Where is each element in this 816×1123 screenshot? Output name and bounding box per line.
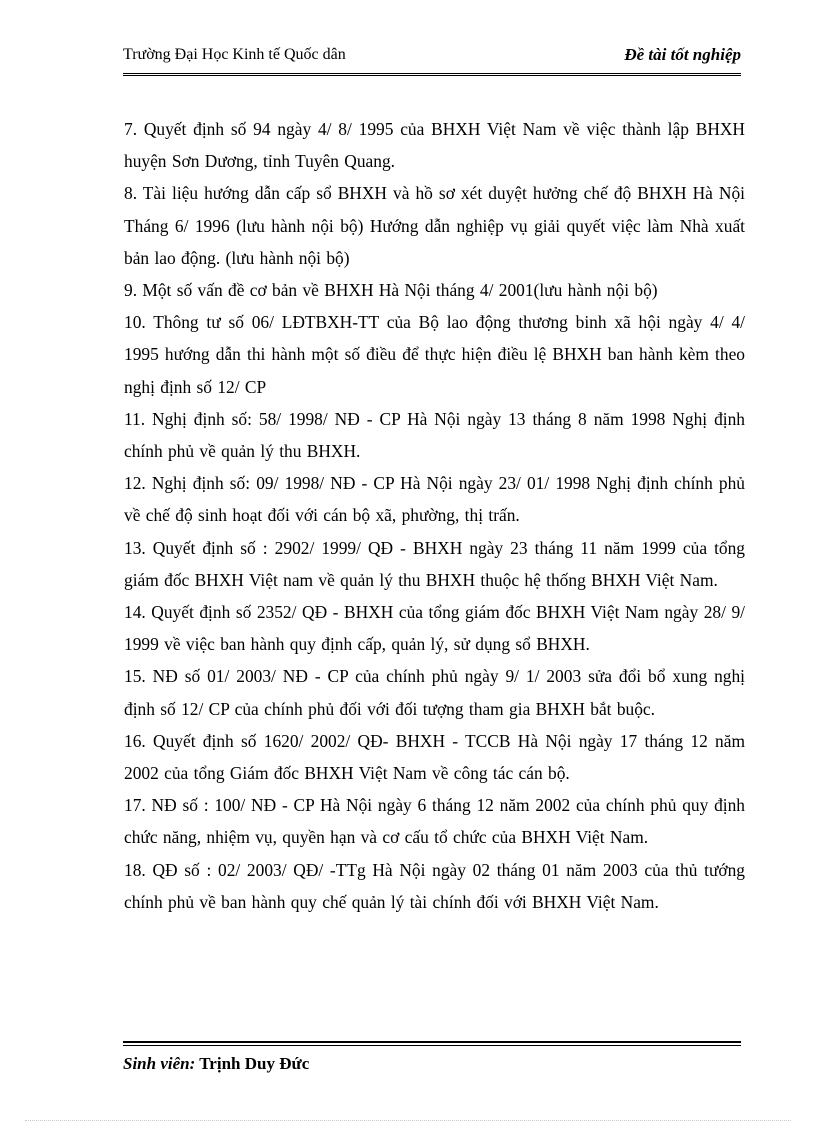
reference-item: 9. Một số vấn đề cơ bản về BHXH Hà Nội tháng 4/ 2001(lưu hành nội bộ) <box>124 280 658 301</box>
reference-list <box>124 113 745 918</box>
reference-item: 7. Quyết định số 94 ngày 4/ 8/ 1995 của BHXH Việt Nam về việc thành lập BHXH huyện Sơn Dương, tỉnh Tuyên Quang. <box>124 119 745 172</box>
reference-item: 8. Tài liệu hướng dẫn cấp sổ BHXH và hồ sơ xét duyệt hưởng chế độ BHXH Hà Nội Tháng 6/ 1996 (lưu hành nội bộ) Hướng dẫn nghiệp vụ giải quyết việc làm Nhà xuất bản lao động. (lưu hành nội bộ) <box>124 183 745 268</box>
header-divider <box>123 73 741 76</box>
reference-item: 15. NĐ số 01/ 2003/ NĐ - CP của chính phủ ngày 9/ 1/ 2003 sửa đổi bổ xung nghị định số 12/ CP của chính phủ đối với đối tượng tham gia BHXH bắt buộc. <box>124 666 745 719</box>
student-name: Trịnh Duy Đức <box>199 1054 310 1073</box>
thesis-title: Đề tài tốt nghiệp <box>624 45 741 64</box>
reference-item: 12. Nghị định số: 09/ 1998/ NĐ - CP Hà Nội ngày 23/ 01/ 1998 Nghị định chính phủ về chế độ sinh hoạt đối với cán bộ xã, phường, thị trấn. <box>124 473 745 526</box>
reference-item: 16. Quyết định số 1620/ 2002/ QĐ- BHXH - TCCB Hà Nội ngày 17 tháng 12 năm 2002 của tổng Giám đốc BHXH Việt Nam về công tác cán bộ. <box>124 730 745 784</box>
reference-item: 13. Quyết định số : 2902/ 1999/ QĐ - BHXH ngày 23 tháng 11 năm 1999 của tổng giám đốc BHXH Việt nam về quản lý thu BHXH thuộc hệ thống BHXH Việt Nam. <box>124 537 745 590</box>
page-footer <box>123 1054 309 1074</box>
page-header <box>123 44 741 68</box>
reference-item: 14. Quyết định số 2352/ QĐ - BHXH của tổng giám đốc BHXH Việt Nam ngày 28/ 9/ 1999 về việc ban hành quy định cấp, quản lý, sử dụng sổ BHXH. <box>124 602 745 655</box>
reference-item: 11. Nghị định số: 58/ 1998/ NĐ - CP Hà Nội ngày 13 tháng 8 năm 1998 Nghị định chính phủ về quản lý thu BHXH. <box>124 408 745 462</box>
page-boundary <box>25 1120 791 1121</box>
reference-item: 17. NĐ số : 100/ NĐ - CP Hà Nội ngày 6 tháng 12 năm 2002 của chính phủ quy định chức năng, nhiệm vụ, quyền hạn và cơ cấu tổ chức của BHXH Việt Nam. <box>124 795 745 848</box>
school-name: Trường Đại Học Kinh tế Quốc dân <box>123 46 346 63</box>
reference-item: 10. Thông tư số 06/ LĐTBXH-TT của Bộ lao động thương binh xã hội ngày 4/ 4/ 1995 hướng dẫn thi hành một số điều để thực hiện điều lệ BHXH ban hành kèm theo nghị định số 12/ CP <box>124 312 745 397</box>
footer-divider <box>123 1041 741 1046</box>
reference-item: 18. QĐ số : 02/ 2003/ QĐ/ -TTg Hà Nội ngày 02 tháng 01 năm 2003 của thủ tướng chính phủ về ban hành quy chế quản lý tài chính đối với BHXH Việt Nam. <box>124 859 745 912</box>
student-label: Sinh viên: <box>123 1054 196 1073</box>
